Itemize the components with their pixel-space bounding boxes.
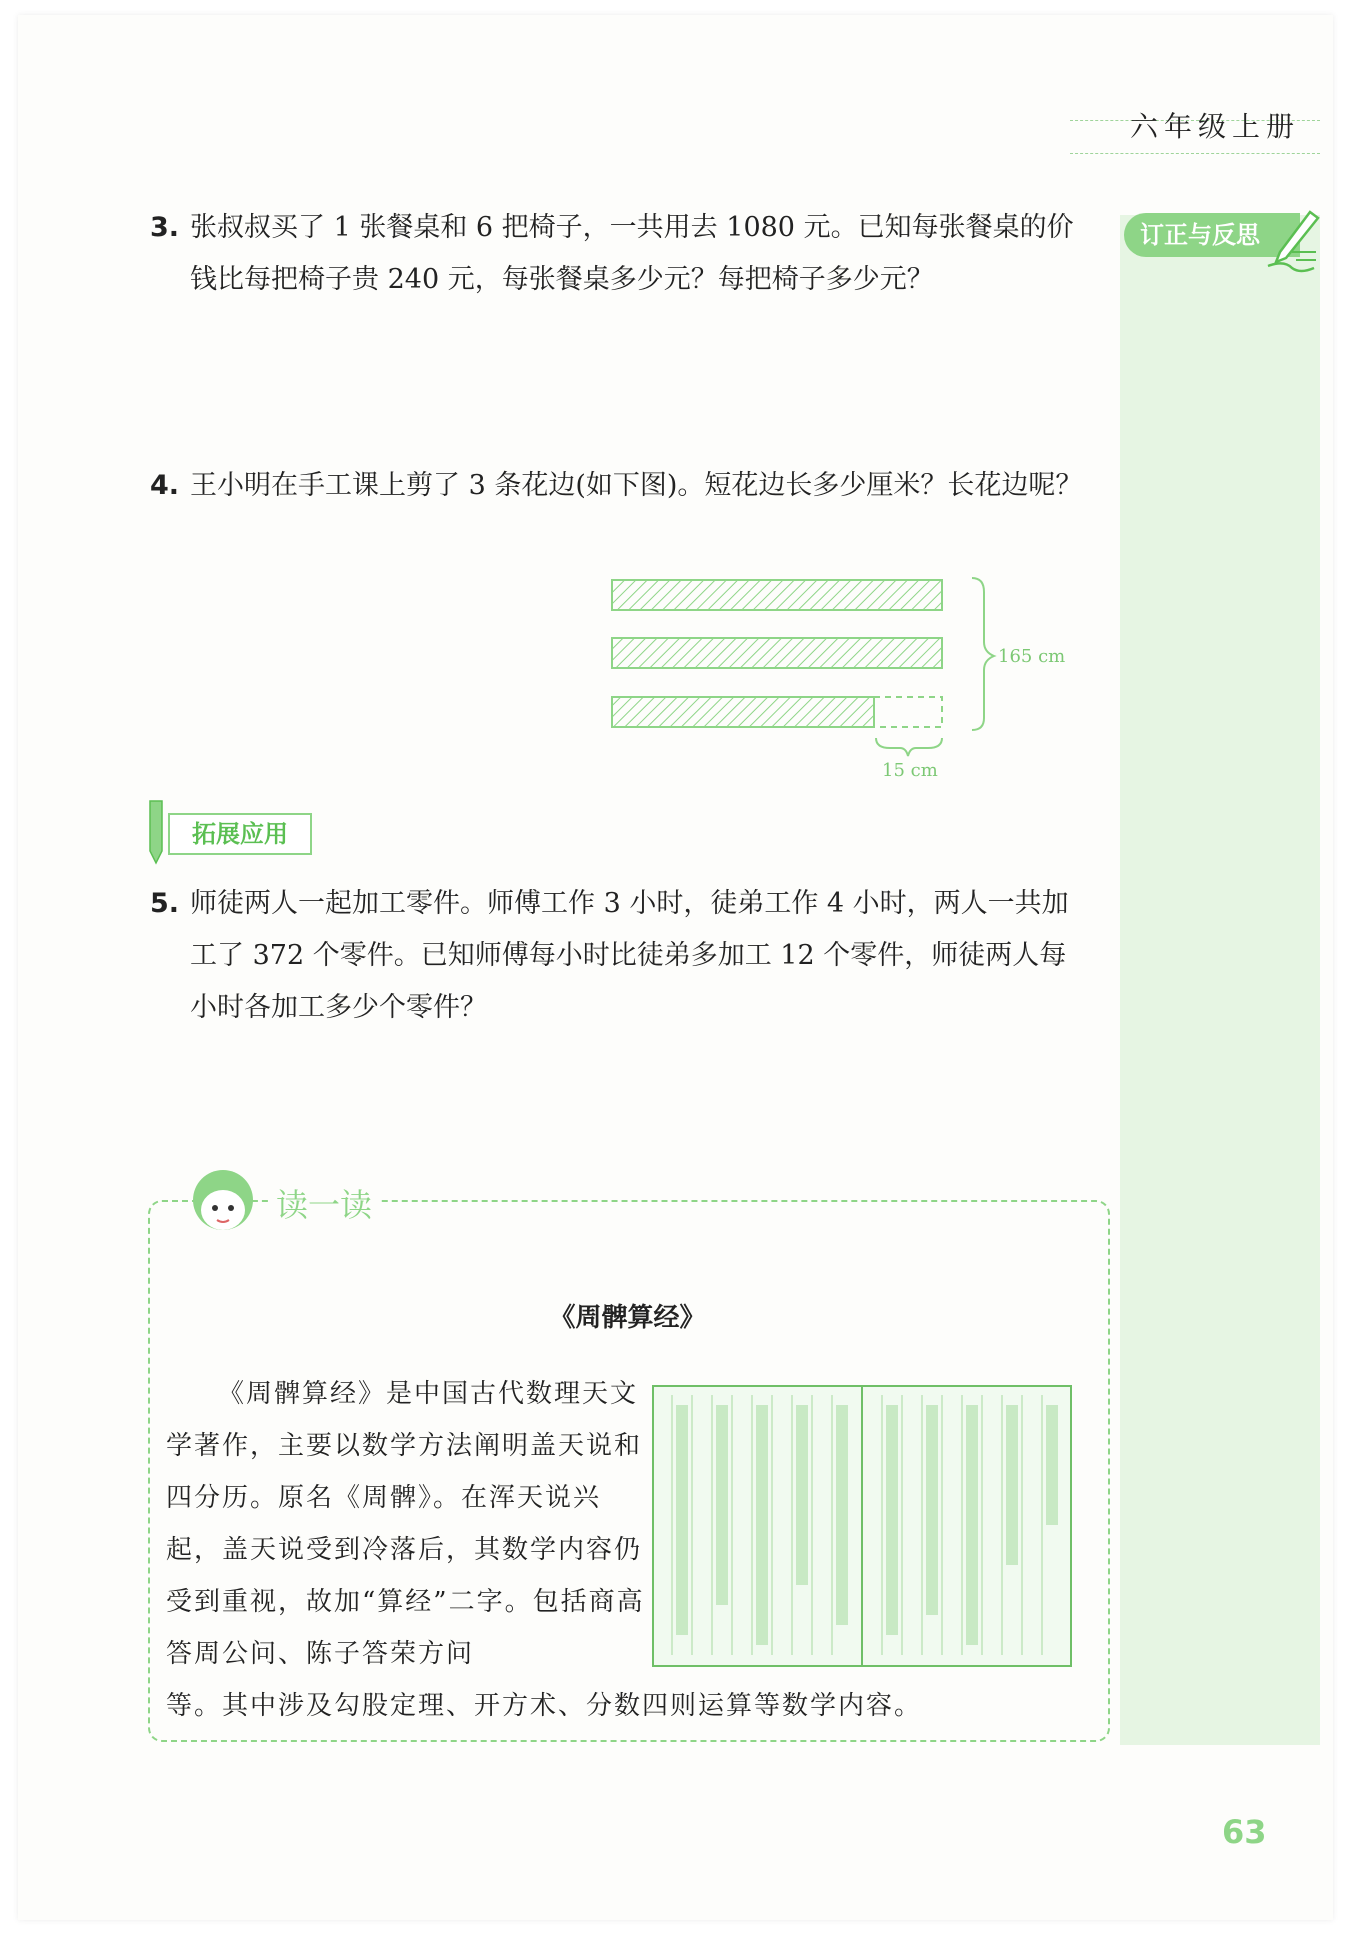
lace-figure	[600, 570, 1100, 780]
review-sidebar	[1120, 215, 1320, 1745]
diff-label: 15 cm	[882, 760, 938, 780]
reading-body	[166, 1368, 923, 1721]
reading-paragraph-end: 等。其中涉及勾股定理、开方术、分数四则运算等数学内容。	[166, 1691, 923, 1721]
reading-heading: 读一读	[268, 1180, 380, 1226]
missing-segment	[874, 697, 942, 727]
question-5	[150, 878, 1090, 1034]
short-strip	[612, 697, 874, 727]
page-number: 63	[1222, 1813, 1267, 1851]
question-number: 4.	[150, 470, 180, 501]
section-label: 拓展应用	[168, 813, 312, 855]
question-3	[150, 202, 1090, 306]
book-title: 《周髀算经》	[549, 1303, 706, 1333]
total-label: 165 cm	[998, 646, 1066, 667]
pencil-icon	[144, 799, 168, 865]
long-strip	[612, 638, 942, 668]
review-tab: 订正与反思	[1124, 213, 1300, 257]
question-text: 王小明在手工课上剪了 3 条花边(如下图)。短花边长多少厘米？长花边呢？	[190, 470, 1083, 501]
question-text: 张叔叔买了 1 张餐桌和 6 把椅子，一共用去 1080 元。已知每张餐桌的价钱比每把椅子贵 240 元，每张餐桌多少元？每把椅子多少元？	[190, 212, 1074, 295]
question-text: 师徒两人一起加工零件。师傅工作 3 小时，徒弟工作 4 小时，两人一共加工了 372 个零件。已知师傅每小时比徒弟多加工 12 个零件，师徒两人每小时各加工多少个零件？	[190, 888, 1069, 1023]
long-strip	[612, 580, 942, 610]
grade-label: 六年级上册	[1130, 110, 1301, 143]
question-4	[150, 460, 1090, 512]
reading-paragraph: 《周髀算经》是中国古代数理天文学著作，主要以数学方法阐明盖天说和四分历。原名《周髀》。在浑天说兴起，盖天说受到冷落后，其数学内容仍受到重视，故加“算经”二字。包括商高答周公问、陈子答荣方问	[166, 1379, 645, 1669]
pen-icon	[1262, 208, 1322, 278]
question-number: 5.	[150, 888, 180, 919]
diff-brace	[876, 738, 942, 756]
girl-icon	[188, 1168, 258, 1238]
total-brace	[972, 578, 994, 730]
question-number: 3.	[150, 212, 180, 243]
ancient-book-image	[652, 1385, 1072, 1667]
